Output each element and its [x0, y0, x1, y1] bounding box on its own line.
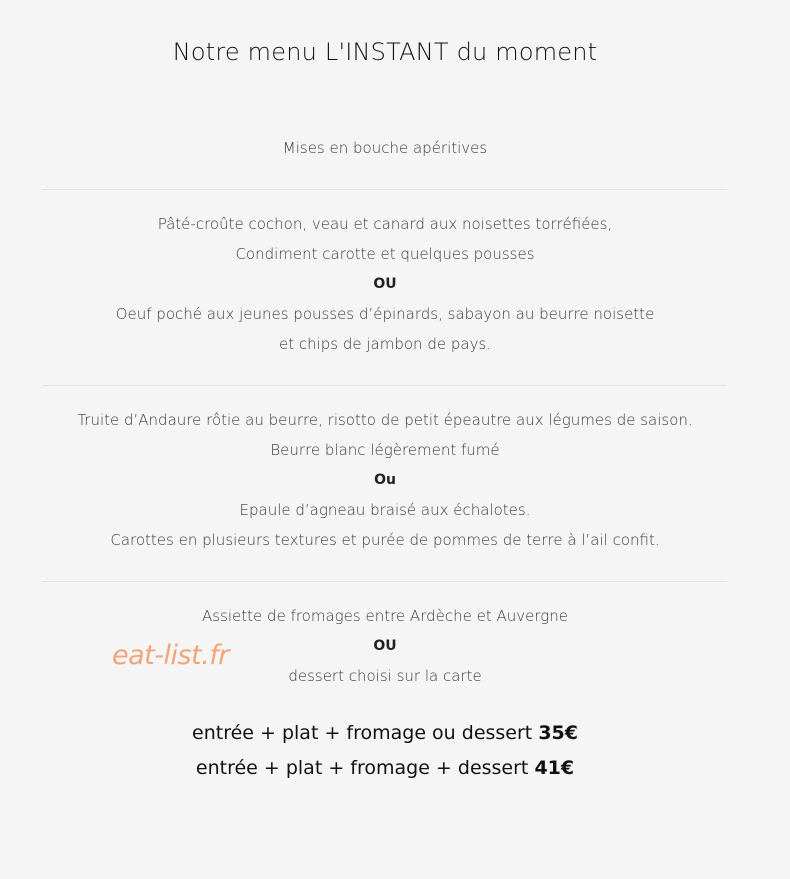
divider [42, 385, 727, 386]
amuse-text: Mises en bouche apéritives [282, 139, 488, 157]
divider [42, 581, 727, 582]
entree-line-4: et chips de jambon de pays. [278, 335, 492, 353]
entree-line-3: Oeuf poché aux jeunes pousses d’épinards, sabayon au beurre noisette [115, 305, 655, 323]
entree-or: OU [373, 276, 397, 292]
price-line [0, 716, 770, 751]
page-title: Notre menu L'INSTANT du moment [172, 38, 598, 66]
price-amount: 41€ [534, 757, 575, 779]
plat-line-2: Beurre blanc légèrement fumé [270, 441, 500, 459]
plat-line-1: Truite d’Andaure rôtie au beurre, risotto de petit épeautre aux légumes de saison. [77, 411, 693, 429]
entree-line-2: Condiment carotte et quelques pousses [235, 245, 535, 263]
plat-line-3: Epaule d’agneau braisé aux échalotes. [239, 501, 531, 519]
entree-line-1: Pâté-croûte cochon, veau et canard aux noisettes torréfiées, [157, 215, 613, 233]
price-label: entrée + plat + fromage ou dessert [192, 722, 533, 744]
price-label: entrée + plat + fromage + dessert [195, 757, 529, 779]
amuse-section [0, 133, 770, 163]
fin-or: OU [373, 638, 397, 654]
entree-section [0, 209, 770, 359]
plat-section [0, 405, 770, 555]
divider [42, 189, 727, 190]
watermark: eat-list.fr [112, 640, 229, 671]
fin-line-1: Assiette de fromages entre Ardèche et Auvergne [202, 607, 568, 625]
price-amount: 35€ [538, 722, 578, 744]
plat-line-4: Carottes en plusieurs textures et purée de pommes de terre à l’ail confit. [110, 531, 660, 549]
fin-line-2: dessert choisi sur la carte [288, 667, 482, 685]
prices-section [0, 716, 770, 786]
plat-or: Ou [374, 472, 396, 488]
price-line [0, 751, 770, 786]
